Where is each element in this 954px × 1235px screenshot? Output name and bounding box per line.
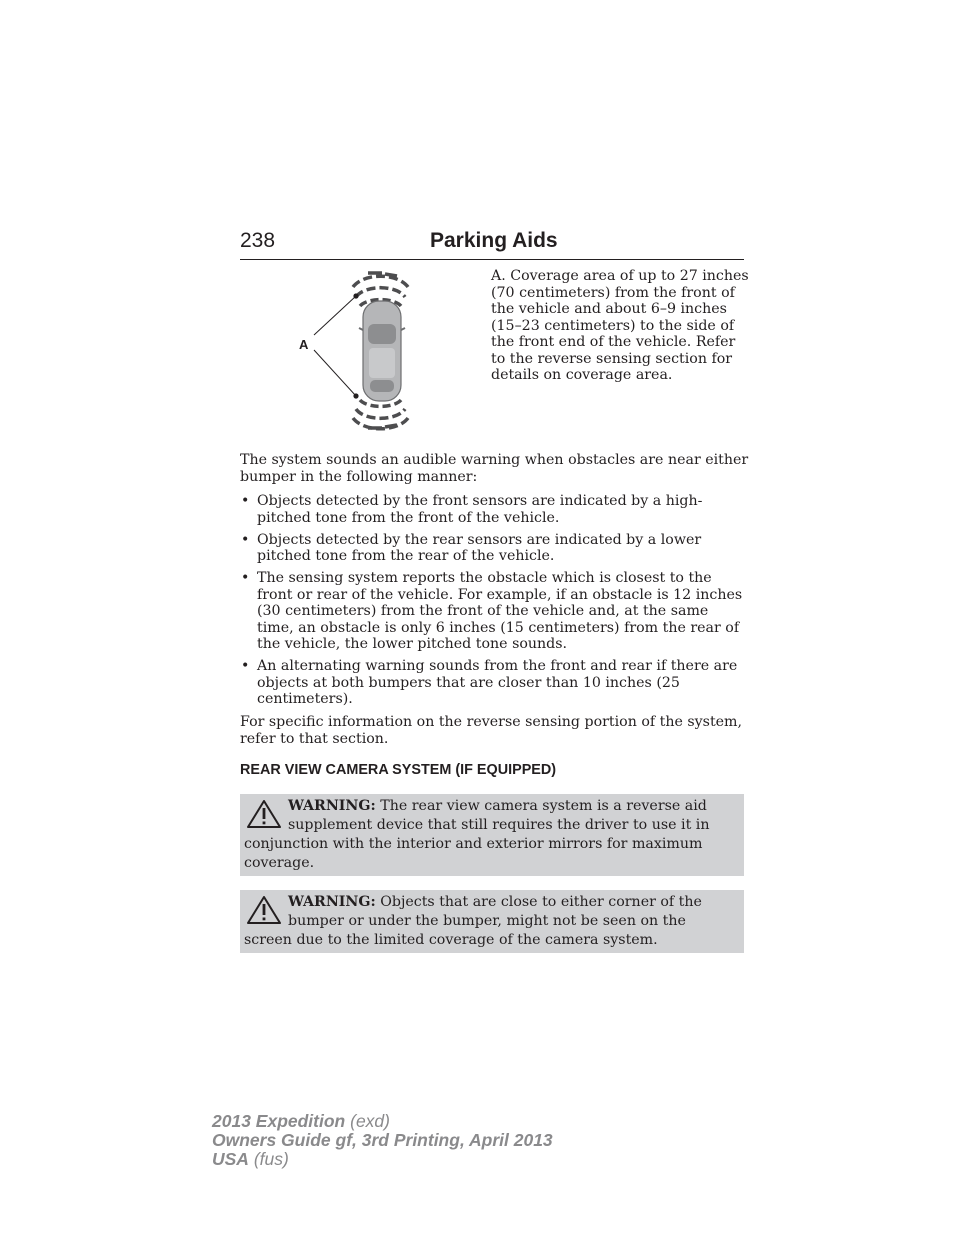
warning-text: The rear view camera system is a reverse aid supplement device that still requires the driver to use it in conjunction with the interior and exterior mirrors for maximum coverage.: [244, 798, 710, 871]
warning-box: [240, 794, 744, 876]
list-item: • Objects detected by the rear sensors are indicated by a lower pitched tone from the rear of the vehicle.: [240, 532, 748, 565]
header-divider: [240, 259, 744, 260]
figure-caption: A. Coverage area of up to 27 inches (70 centimeters) from the front of the vehicle and about 6–9 inches (15–23 centimeters) to the side of the front end of the vehicle. Refer to the reverse sensing section for details on coverage area.: [491, 268, 749, 383]
footer-market: USA: [212, 1149, 249, 1169]
page-number: 238: [240, 229, 276, 252]
warning-box: [240, 890, 744, 953]
car-top-view: [359, 301, 405, 401]
section-subheading: REAR VIEW CAMERA SYSTEM (IF EQUIPPED): [240, 762, 557, 778]
parking-sensor-coverage-figure: [290, 268, 430, 434]
warning-triangle-icon: [246, 799, 282, 829]
warning-label: WARNING:: [288, 798, 376, 814]
footer-model: 2013 Expedition: [212, 1111, 346, 1131]
list-item: • The sensing system reports the obstacle which is closest to the front or rear of the vehicle. For example, if an obstacle is 12 inches (30 centimeters) from the front of the vehicle and, at the same time, an obstacle is only 6 inches (15 centimeters) from the rear of the vehicle, the lower pitched tone sounds.: [240, 570, 748, 653]
callout-label-a: A: [299, 337, 309, 352]
footer-guide: Owners Guide gf, 3rd Printing, April 2013: [212, 1130, 553, 1150]
list-item: • Objects detected by the front sensors are indicated by a high-pitched tone from the front of the vehicle.: [240, 493, 748, 526]
footer-model-code: (exd): [345, 1111, 390, 1131]
footer-market-code: (fus): [248, 1149, 289, 1169]
warning-behavior-list: [240, 493, 748, 713]
warning-triangle-icon: [246, 895, 282, 925]
list-item: • An alternating warning sounds from the front and rear if there are objects at both bumpers that are closer than 10 inches (25 centimeters).: [240, 658, 748, 708]
document-footer: [212, 1112, 553, 1169]
warning-text: Objects that are close to either corner of the bumper or under the bumper, might not be seen on the screen due to the limited coverage of the camera system.: [244, 894, 702, 948]
section-title: Parking Aids: [430, 229, 558, 252]
warning-label: WARNING:: [288, 894, 376, 910]
intro-paragraph: The system sounds an audible warning when obstacles are near either bumper in the following manner:: [240, 452, 749, 485]
reverse-sensing-note: For specific information on the reverse sensing portion of the system, refer to that section.: [240, 714, 743, 747]
